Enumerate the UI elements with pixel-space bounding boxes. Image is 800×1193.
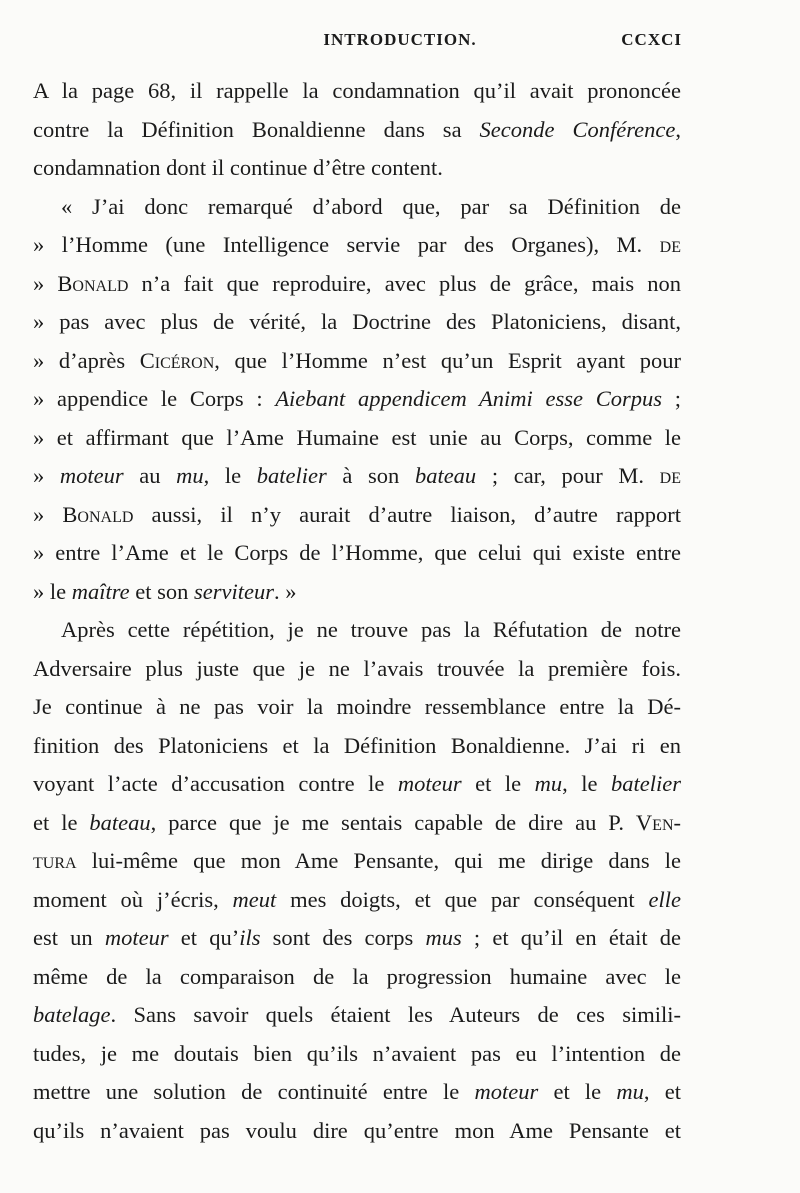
text-line: » moteur au mu, le batelier à son bateau ; car, pour M. de	[33, 463, 681, 488]
running-title: INTRODUCTION.	[323, 30, 477, 49]
text-line: moment où j’écris, meut mes doigts, et que par conséquent elle	[33, 886, 681, 912]
text-line: » Bonald aussi, il n’y aurait d’autre liaison, d’autre rapport	[33, 501, 681, 527]
text-line: finition des Platoniciens et la Définition Bonaldienne. J’ai ri en	[33, 732, 681, 758]
text-line: batelage. Sans savoir quels étaient les Auteurs de ces simili-	[33, 1002, 681, 1027]
text-line: » d’après Cicéron, que l’Homme n’est qu’un Esprit ayant pour	[33, 347, 681, 373]
text-line: mettre une solution de continuité entre le moteur et le mu, et	[33, 1079, 681, 1104]
text-line: voyant l’acte d’accusation contre le moteur et le mu, le batelier	[33, 771, 681, 796]
text-line: condamnation dont il continue d’être content.	[33, 155, 443, 180]
text-line: est un moteur et qu’ils sont des corps mus ; et qu’il en était de	[33, 925, 681, 950]
text-line: » entre l’Ame et le Corps de l’Homme, que celui qui existe entre	[33, 540, 681, 565]
text-line: et le bateau, parce que je me sentais capable de dire au P. Ven-	[33, 809, 681, 835]
text-line: tura lui-même que mon Ame Pensante, qui me dirige dans le	[33, 848, 681, 873]
page-number: CCXCI	[621, 30, 682, 49]
text-line: » le maître et son serviteur. »	[33, 578, 297, 604]
text-line: qu’ils n’avaient pas voulu dire qu’entre mon Ame Pensante et	[33, 1117, 681, 1143]
text-line: » l’Homme (une Intelligence servie par des Organes), M. de	[33, 232, 681, 257]
text-line: A la page 68, il rappelle la condamnation qu’il avait prononcée	[33, 78, 681, 103]
text-line: même de la comparaison de la progression humaine avec le	[33, 963, 681, 989]
text-line: » Bonald n’a fait que reproduire, avec plus de grâce, mais non	[33, 270, 681, 296]
text-line: Je continue à ne pas voir la moindre ressemblance entre la Dé-	[33, 694, 681, 719]
page-header	[0, 30, 800, 56]
text-line: contre la Définition Bonaldienne dans sa Seconde Conférence,	[33, 116, 681, 142]
text-line: » et affirmant que l’Ame Humaine est unie au Corps, comme le	[33, 424, 681, 450]
body-text	[33, 72, 681, 1150]
text-line: « J’ai donc remarqué d’abord que, par sa Définition de	[61, 193, 681, 219]
text-line: » pas avec plus de vérité, la Doctrine des Platoniciens, disant,	[33, 309, 681, 334]
text-line: Après cette répétition, je ne trouve pas la Réfutation de notre	[61, 617, 681, 642]
text-line: Adversaire plus juste que je ne l’avais trouvée la première fois.	[33, 655, 681, 681]
text-line: tudes, je me doutais bien qu’ils n’avaient pas eu l’intention de	[33, 1040, 681, 1066]
text-line: » appendice le Corps : Aiebant appendicem Animi esse Corpus ;	[33, 386, 681, 411]
